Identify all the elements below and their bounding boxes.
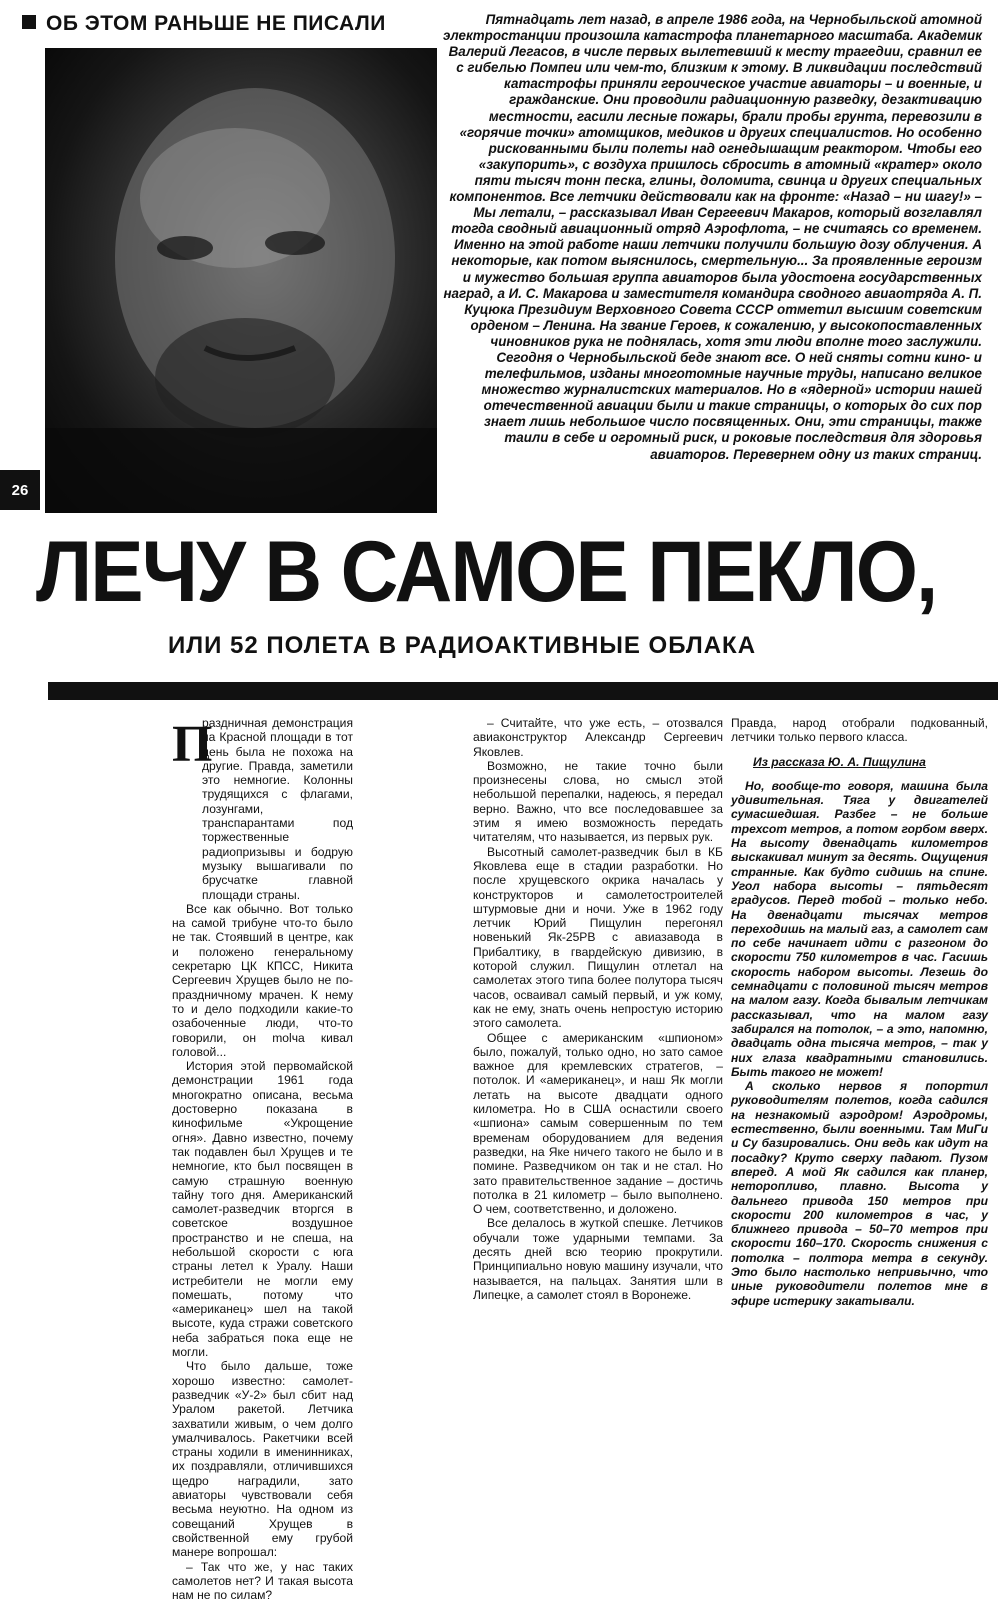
paragraph: – Считайте, что уже есть, – отозвался авиаконструктор Александр Сергеевич Яковлев. [473, 716, 723, 759]
article-column-3 [731, 716, 988, 1308]
quote-paragraph: А сколько нервов я попортил руководителям полетов, когда садился на незнакомый аэродром! Аэродромы, естественно, были военными. Там МиГи и Су базировались. Они ведь как идут на посадку? Круто сверху падают. Пузом вперед. А мой Як садился как планер, неторопливо, плавно. Высота у дальнего привода 150 метров при скорости 200 километров в час, у ближнего привода – 50–70 метров при скорости 160–170. Скорость снижения с потолка – полтора метра в секунду. Это было настолько непривычно, что иные руководители полетов мне в эфире истерику закатывали. [731, 1079, 988, 1308]
paragraph: раздничная демонстрация на Красной площади в тот день была не похожа на другие. Правда, заметили это немногие. Колонны трудящихся с флагами, лозунгами, транспарантами под торжественные радиопризывы и бодрую музыку вышагивали по брусчатке главной площади страны. [202, 716, 353, 902]
page-number: 26 [0, 470, 40, 510]
square-bullet-icon [22, 15, 36, 29]
quote-source: Из рассказа Ю. А. Пищулина [753, 754, 926, 769]
section-rubric [22, 12, 386, 36]
divider-bar [48, 682, 998, 700]
paragraph: Все делалось в жуткой спешке. Летчиков обучали тоже ударными темпами. За десять дней всю теорию прокрутили. Принципиально новую машину изучали, что называется, на пальцах. Занятия шли в Липецке, а самолет стоял в Воронеже. [473, 1216, 723, 1302]
paragraph: Все как обычно. Вот только на самой трибуне что-то было не так. Стоявший в центре, как и положено генеральному секретарю ЦК КПСС, Никита Сергеевич Хрущев было не по-праздничному мрачен. К нему то и дело подходили какие-то озабоченные люди, что-то говорили, он molча кивал головой... [172, 901, 353, 1059]
paragraph: Правда, народ отобрали подкованный, летчики только первого класса. [731, 716, 988, 745]
portrait-illustration [45, 48, 437, 513]
headline: ЛЕЧУ В САМОЕ ПЕКЛО, [36, 524, 937, 620]
paragraph: Общее с американским «шпионом» было, пожалуй, только одно, но зато самое важное для кремлевских стратегов, – потолок. И «американец», и наш Як могли летать на высоте двадцати одного километра. Но в США оснастили своего «шпиона» самым совершенным по тем временам оборудованием для ведения разведки, на Яке ничего такого не было и в помине. Разведчиком он так и не стал. Но зато правительственное задание – достичь потолка в 21 километр – было выполнено. О чем, соответственно, и доложено. [473, 1030, 723, 1217]
paragraph: Высотный самолет-разведчик был в КБ Яковлева еще в стадии разработки. Но после хрущевского окрика началась у конструкторов и самолетостроителей штурмовые дни и ночи. Уже в 1962 году летчик Юрий Пищулин перегонял новенький Як-25РВ с авиазавода в Прибалтику, в гвардейскую дивизию, в которой служил. Пищулин отлетал на самолетах этого типа более полутора тысяч часов, осваивал самый первый, и уж кому, как не ему, знать очень непростую историю этого самолета. [473, 844, 723, 1031]
subheadline: ИЛИ 52 ПОЛЕТА В РАДИОАКТИВНЫЕ ОБЛАКА [168, 632, 757, 659]
article-column-2 [473, 716, 723, 1302]
quote-paragraph: Но, вообще-то говоря, машина была удивительная. Тяга у двигателей сумасшедшая. Разбег – не больше трехсот метров, а потом горбом вверх. На высоту двенадцать километров выскакивал минут за десять. Ощущения странные. Как будто сидишь на спине. Угол набора высоты – пятьдесят градусов. Перед тобой – только небо. На двенадцати тысячах метров переходишь на малый газ, а самолет сам по себе начинает идти с разгоном до скорости 750 километров в час. Гасишь скорость набором высоты. Лезешь до семнадцати с половиной тысяч метров на малом газу. Когда бывалым летчикам рассказывал, что на малом газу забирался на потолок, – а это, напомню, двадцать одна тысяча метров, – так у них глаза квадратными становились. Быть такого не может! [731, 778, 988, 1079]
portrait-photo [45, 48, 437, 513]
lead-paragraph [440, 12, 982, 463]
rubric-text: ОБ ЭТОМ РАНЬШЕ НЕ ПИСАЛИ [46, 12, 386, 35]
paragraph: Что было дальше, тоже хорошо известно: самолет-разведчик «У-2» был сбит над Уралом ракетой. Летчика захватили живым, о чем долго умалчивалось. Ракетчики всей страны ходили в именинниках, их поздравляли, отличившихся щедро наградили, зато авиаторы чувствовали себя весьма неуютно. На одном из совещаний Хрущев в свойственной ему грубой манере вопрошал: [172, 1359, 353, 1560]
paragraph: История этой первомайской демонстрации 1961 года многократно описана, весьма достоверно показана в кинофильме «Укрощение огня». Давно известно, почему так подавлен был Хрущев и те немногие, кто был посвящен в самую страшную военную тайну того дня. Американский самолет-разведчик вторгся в советское воздушное пространство и не спеша, на небольшой скорости с юга страны летел к Уралу. Наши истребители не могли ему помешать, потому что «американец» шел на такой высоте, куда стражи советского неба забраться пока еще не могли. [172, 1059, 353, 1360]
paragraph: Возможно, не такие точно были произнесены слова, но смысл этой небольшой перепалки, надеюсь, я передал верно. Важно, что все последовавшее за этим я имею возможность передать читателям, что называется, из первых рук. [473, 758, 723, 845]
lead-text: Пятнадцать лет назад, в апреле 1986 года, на Чернобыльской атомной электростанции произошла катастрофа планетарного масштаба. Академик Валерий Легасов, в числе первых вылетевший к месту трагедии, сравнил ее с гибелью Помпеи или чем-то, близким к этому. В ликвидации последствий катастрофы приняли героическое участие авиаторы – и военные, и гражданские. Они проводили радиационную разведку, дезактивацию местности, гасили лесные пожары, брали пробы грунта, перевозили в «горячие точки» атомщиков, медиков и других специалистов. Но особенно рискованными были полеты над огнедышащим реактором. Чтобы его «закупорить», с воздуха пришлось сбросить в атомный «кратер» около пяти тысяч тонн песка, глины, доломита, свинца и других специальных компонентов. Все летчики действовали как на фронте: «Назад – ни шагу!» – Мы летали, – рассказывал Иван Сергеевич Макаров, который возглавлял тогда сводный авиационный отряд Аэрофлота, – не считаясь со временем. Именно на этой работе наши летчики получили большую дозу облучения. А некоторые, как потом выяснилось, смертельную... За проявленные героизм и мужество большая группа авиаторов была удостоена государственных наград, а И. С. Макарова и заместителя командира сводного авиаотряда А. П. Куцюка Президиум Верховного Совета СССР отметил высшим советским орденом – Ленина. На звание Героев, к сожалению, у высокопоставленных чиновников рука не поднялась, хотя эти люди вполне того заслужили. Сегодня о Чернобыльской беде знают все. О ней сняты сотни кино- и телефильмов, изданы многотомные научные труды, написано великое множество журналистских материалов. Но в «ядерной» истории нашей отечественной авиации были и такие страницы, о которых до сих пор знает лишь небольшое число посвященных. Они, эти страницы, также таили в себе и огромный риск, и роковые последствия для здоровья авиаторов. Перевернем одну из таких страниц. [442, 12, 982, 462]
article-column-1 [172, 716, 353, 1602]
drop-cap: П [172, 716, 213, 773]
paragraph: – Так что же, у нас таких самолетов нет? И такая высота нам не по силам? [172, 1559, 353, 1602]
